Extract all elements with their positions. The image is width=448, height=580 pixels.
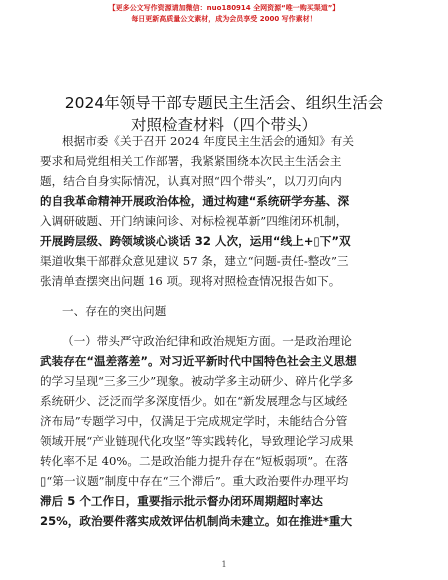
text-line: 的学习呈现“三多三少”现象。被动学多主动研少、碎片化学多 [40,374,354,388]
promo-banner-line-1: 【更多公文写作资源请加微信：nuo180914 全网资源“唯一购买渠道”】 [108,4,340,12]
text-line: ▯“第一议题”制度中存在“三个滞后”。重大政治要件办理平均 [40,474,349,488]
text-line: 的自我革命精神开展政治体检，通过构建“系统研学夯基、深 [40,194,350,208]
text-line: 题，结合自身实际情况，认真对照“四个带头”，以刀刃向内 [40,174,342,188]
text-line: 根据市委《关于召开 2024 年度民主生活会的通知》有关 [62,134,354,148]
text-line: 张清单查摆突出问题 16 项。现将对照检查情况报告如下。 [40,274,341,288]
section-heading-text: 一、存在的突出问题 [62,304,167,318]
text-line: 滞后 5 个工作日，重要指示批示督办闭环周期超时率达 [40,494,323,508]
promo-banner-line-2: 每日更新高质量公文素材，成为会员享受 2000 写作素材！ [131,15,317,23]
text-line: 济布局”专题学习中，仅满足于完成规定学时，未能结合分管 [40,414,348,428]
text-line: 转化率不足 40%。二是政治能力提升存在“短板弱项”。在落 [40,454,348,468]
text-line: 领域开展“产业链现代化攻坚”等实践转化，导致理论学习成果 [40,434,354,448]
text-line: 25%，政治要件落实成效评估机制尚未建立。如在推进*重大 [40,514,353,528]
document-title-line-1: 2024年领导干部专题民主生活会、组织生活会 [64,94,384,112]
document-title-line-2: 对照检查材料（四个带头） [130,116,317,134]
text-line: （一）带头严守政治纪律和政治规矩方面。一是政治理论 [62,334,352,348]
text-line: 渠道收集干部群众意见建议 57 条，建立“问题-责任-整改”三 [40,254,349,268]
text-line: 系统研少、泛泛而学多深度悟少。如在“新发展理念与区域经 [40,394,348,408]
text-line: 入调研破题、开门纳谏问诊、对标检视革新”四维闭环机制， [40,214,348,228]
text-line: 武装存在“温差落差”。对习近平新时代中国特色社会主义思想 [40,354,357,368]
text-line: 要求和局党组相关工作部署，我紧紧围绕本次民主生活会主 [40,154,342,168]
text-line: 开展跨层级、跨领域谈心谈话 32 人次，运用“线上+▯下”双 [40,234,351,248]
page-number: 1 [221,560,227,569]
